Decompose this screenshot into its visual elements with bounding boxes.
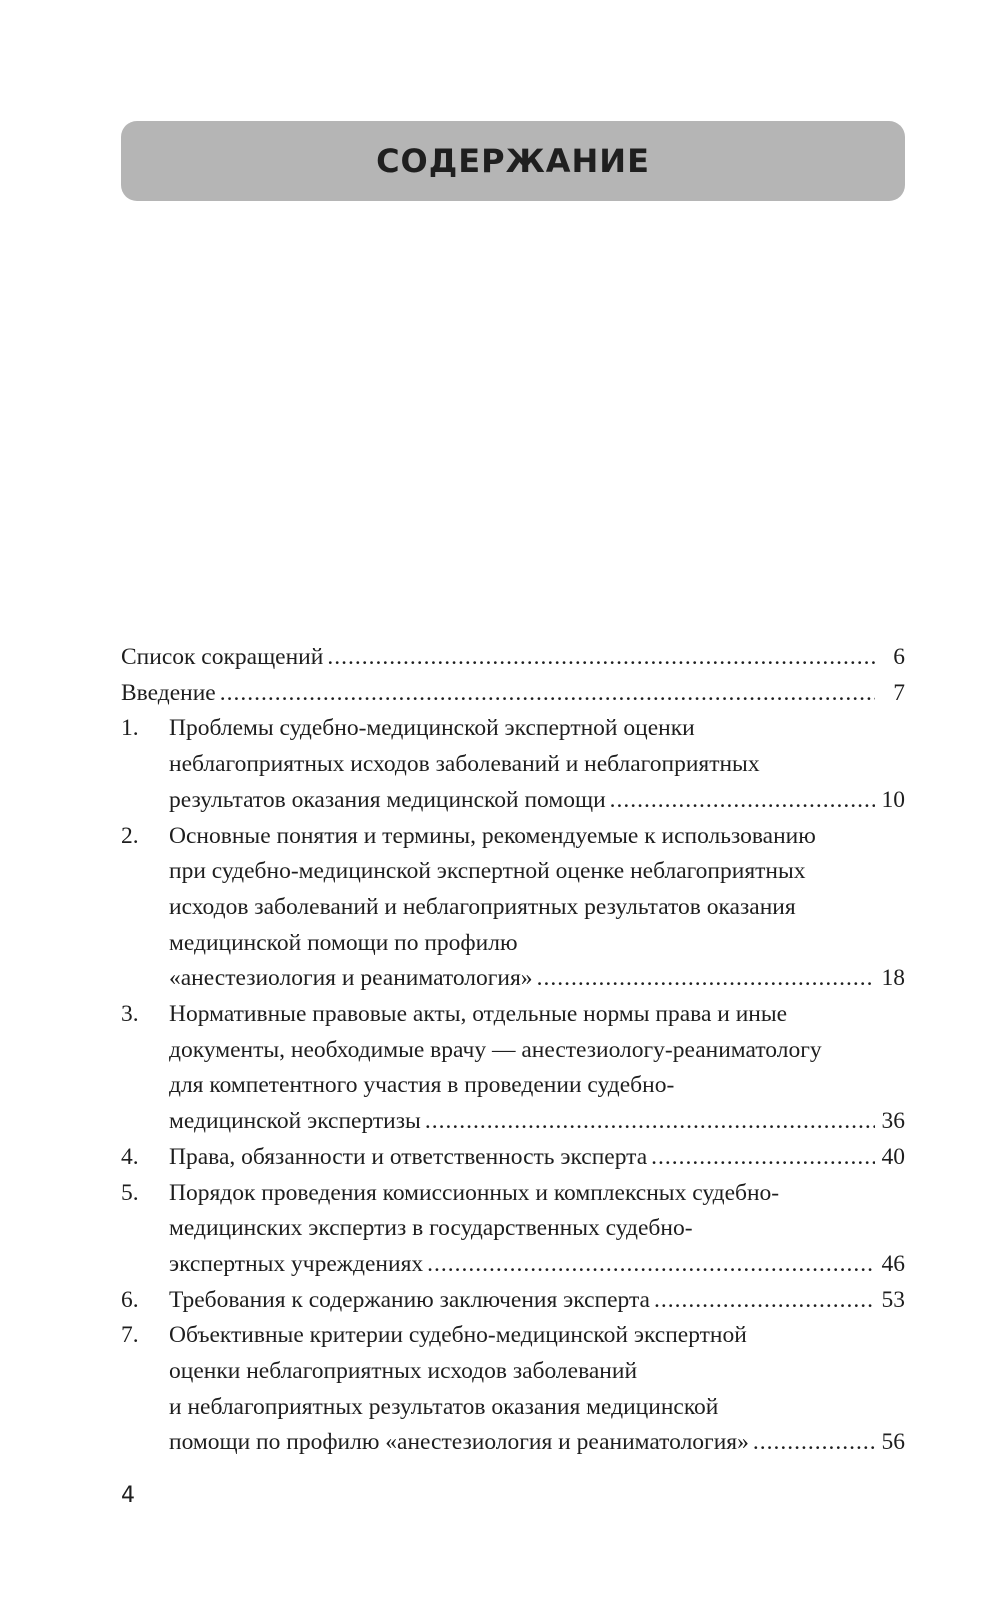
toc-page-number: 7 [893, 679, 905, 706]
table-of-contents [121, 640, 905, 1461]
dot-leader [537, 961, 875, 997]
toc-page-number: 46 [881, 1250, 905, 1277]
toc-entry[interactable] [121, 819, 905, 998]
toc-entry[interactable] [121, 1140, 905, 1176]
toc-entry[interactable] [121, 676, 905, 712]
toc-entry-line: исходов заболеваний и неблагоприятных результатов оказания [169, 893, 796, 920]
toc-entry[interactable] [121, 711, 905, 818]
toc-entry-line: экспертных учреждениях [169, 1250, 424, 1277]
toc-page-number: 53 [881, 1286, 905, 1313]
toc-entry-line: помощи по профилю «анестезиология и реаниматология» [169, 1429, 749, 1456]
toc-entry-line: Требования к содержанию заключения эксперта [169, 1286, 650, 1313]
toc-entry-line: Список сокращений [121, 644, 324, 670]
page-number: 4 [121, 1483, 135, 1508]
toc-entry[interactable] [121, 640, 905, 676]
toc-entry-text [121, 676, 905, 712]
toc-entry[interactable] [121, 1318, 905, 1461]
toc-entry-line: «анестезиология и реаниматология» [169, 965, 533, 992]
toc-entry-number: 2. [121, 822, 139, 849]
toc-entry-number: 5. [121, 1179, 139, 1206]
toc-entry-line: Объективные критерии судебно-медицинской экспертной [169, 1322, 747, 1349]
toc-page-number: 18 [881, 965, 905, 992]
toc-page-number: 10 [881, 786, 905, 813]
toc-entry-number: 1. [121, 715, 139, 742]
toc-entry-line: Права, обязанности и ответственность эксперта [169, 1143, 648, 1170]
toc-entry-line: оценки неблагоприятных исходов заболеваний [169, 1358, 638, 1385]
dot-leader [427, 1247, 875, 1283]
toc-page-number: 36 [881, 1108, 905, 1135]
toc-entry-line: для компетентного участия в проведении судебно- [169, 1072, 675, 1099]
toc-entry-text [169, 997, 905, 1140]
toc-entry-line: и неблагоприятных результатов оказания медицинской [169, 1393, 719, 1420]
toc-entry-line: Нормативные правовые акты, отдельные нормы права и иные [169, 1001, 788, 1028]
toc-entry-text [169, 1318, 905, 1461]
toc-entry-number: 3. [121, 1001, 139, 1028]
dot-leader [753, 1425, 875, 1461]
dot-leader [654, 1283, 875, 1319]
toc-entry[interactable] [121, 1283, 905, 1319]
toc-entry-line: неблагоприятных исходов заболеваний и неблагоприятных [169, 751, 760, 778]
dot-leader [610, 783, 875, 819]
toc-entry-line: документы, необходимые врачу — анестезиологу-реаниматологу [169, 1036, 822, 1063]
dot-leader [220, 676, 875, 712]
toc-entry-number: 6. [121, 1286, 139, 1313]
toc-entry-text [169, 1283, 905, 1319]
dot-leader [651, 1140, 875, 1176]
toc-entry-text [169, 1140, 905, 1176]
toc-entry-text [169, 711, 905, 818]
toc-entry-number: 7. [121, 1322, 139, 1349]
toc-entry-line: Основные понятия и термины, рекомендуемые к использованию [169, 822, 816, 849]
toc-entry-line: Введение [121, 679, 216, 706]
toc-entry-number: 4. [121, 1143, 139, 1170]
toc-entry-line: медицинских экспертиз в государственных судебно- [169, 1215, 693, 1242]
toc-entry-line: Проблемы судебно-медицинской экспертной оценки [169, 715, 695, 742]
toc-entry-line: Порядок проведения комиссионных и комплексных судебно- [169, 1179, 780, 1206]
toc-entry-text [169, 1176, 905, 1283]
toc-entry[interactable] [121, 997, 905, 1140]
toc-entry-line: медицинской помощи по профилю [169, 929, 518, 956]
toc-entry-text [169, 819, 905, 998]
dot-leader [425, 1104, 875, 1140]
toc-entry-line: результатов оказания медицинской помощи [169, 786, 606, 813]
toc-entry-line: медицинской экспертизы [169, 1108, 421, 1135]
toc-page-number: 40 [881, 1143, 905, 1170]
toc-entry[interactable] [121, 1176, 905, 1283]
toc-entry-text [121, 640, 905, 676]
dot-leader [327, 640, 875, 676]
toc-entry-line: при судебно-медицинской экспертной оценке неблагоприятных [169, 858, 806, 885]
page-title: СОДЕРЖАНИЕ [376, 142, 650, 180]
toc-page-number: 56 [881, 1429, 905, 1456]
toc-page-number: 6 [893, 644, 905, 670]
title-banner [121, 121, 905, 201]
